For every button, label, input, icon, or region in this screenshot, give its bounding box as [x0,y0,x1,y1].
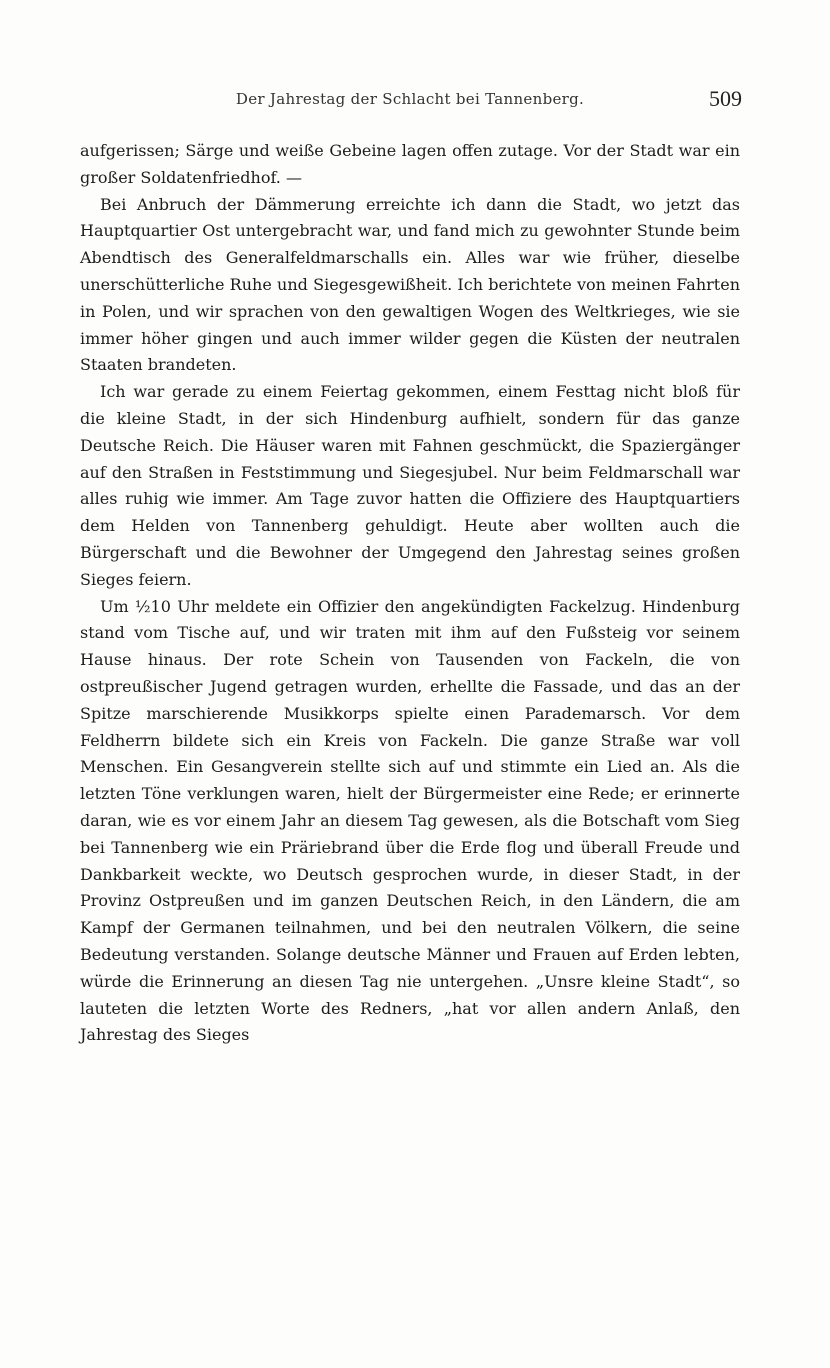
paragraph: Bei Anbruch der Dämmerung erreichte ich dann die Stadt, wo jetzt das Hauptquartier Ost untergebracht war, und fand mich zu gewohnter Stunde beim Abendtisch des Generalfeldmarschalls ein. Alles war wie früher, dieselbe unerschütterliche Ruhe und Siegesgewißheit. Ich berichtete von meinen Fahrten in Polen, und wir sprachen von den gewaltigen Wogen des Weltkrieges, wie sie immer höher gingen und auch immer wilder gegen die Küsten der neutralen Staaten brandeten. [80,194,740,375]
paragraph: Ich war gerade zu einem Feiertag gekommen, einem Festtag nicht bloß für die kleine Stadt, in der sich Hindenburg aufhielt, sondern für das ganze Deutsche Reich. Die Häuser waren mit Fahnen geschmückt, die Spaziergänger auf den Straßen in Feststimmung und Siegesjubel. Nur beim Feldmarschall war alles ruhig wie immer. Am Tage zuvor hatten die Offiziere des Hauptquartiers dem Helden von Tannenberg gehuldigt. Heute aber wollten auch die Bürgerschaft und die Bewohner der Umgegend den Jahrestag seines großen Sieges feiern. [80,382,740,589]
body-text [80,138,740,1049]
running-head [80,88,740,118]
paragraph: Um ½10 Uhr meldete ein Offizier den angekündigten Fackelzug. Hindenburg stand vom Tische auf, und wir traten mit ihm auf den Fußsteig vor seinem Hause hinaus. Der rote Schein von Tausenden von Fackeln, die von ostpreußischer Jugend getragen wurden, erhellte die Fassade, und das an der Spitze marschierende Musikkorps spielte einen Parademarsch. Vor dem Feldherrn bildete sich ein Kreis von Fackeln. Die ganze Straße war voll Menschen. Ein Gesangverein stellte sich auf und stimmte ein Lied an. Als die letzten Töne verklungen waren, hielt der Bürgermeister eine Rede; er erinnerte daran, wie es vor einem Jahr an diesem Tag gewesen, als die Botschaft vom Sieg bei Tannenberg wie ein Präriebrand über die Erde flog und überall Freude und Dankbarkeit weckte, wo Deutsch gesprochen wurde, in dieser Stadt, in der Provinz Ostpreußen und im ganzen Deutschen Reich, in den Ländern, die am Kampf der Germanen teilnahmen, und bei den neutralen Völkern, die seine Bedeutung verstanden. Solange deutsche Männer und Frauen auf Erden lebten, würde die Erinnerung an diesen Tag nie untergehen. „Unsre kleine Stadt“, so lauteten die letzten Worte des Redners, „hat vor allen andern Anlaß, den Jahrestag des Sieges [80,596,740,1045]
paragraph: aufgerissen; Särge und weiße Gebeine lagen offen zutage. Vor der Stadt war ein großer Soldatenfriedhof. — [80,141,740,187]
running-title: Der Jahrestag der Schlacht bei Tannenberg. [235,90,585,108]
page-number: 509 [709,86,742,111]
